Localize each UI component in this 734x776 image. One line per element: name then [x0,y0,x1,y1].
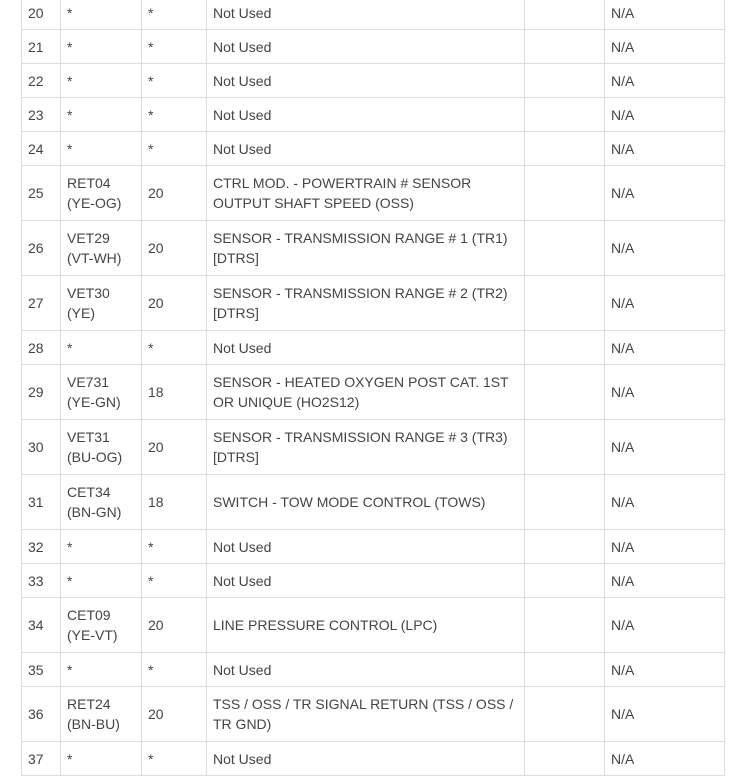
blank-cell [525,653,605,687]
status-cell: N/A [605,475,725,530]
circuit-cell: VET30 (YE) [61,276,142,331]
status-cell: N/A [605,166,725,221]
circuit-cell: CET34 (BN-GN) [61,475,142,530]
table-row [22,653,725,687]
circuit-function-cell: Not Used [207,98,525,132]
circuit-cell: RET04 (YE-OG) [61,166,142,221]
table-row [22,687,725,742]
pin-number-cell: 25 [22,166,61,221]
table-row [22,420,725,475]
pin-number-cell: 37 [22,742,61,776]
wire-gauge-cell: * [142,30,207,64]
blank-cell [525,98,605,132]
blank-cell [525,742,605,776]
pinout-table-body [22,0,725,776]
circuit-function-cell: Not Used [207,564,525,598]
circuit-function-cell: Not Used [207,64,525,98]
status-cell: N/A [605,420,725,475]
circuit-cell: RET24 (BN-BU) [61,687,142,742]
wire-gauge-cell: 20 [142,221,207,276]
blank-cell [525,0,605,30]
circuit-function-cell: SWITCH - TOW MODE CONTROL (TOWS) [207,475,525,530]
blank-cell [525,132,605,166]
table-row [22,30,725,64]
blank-cell [525,420,605,475]
circuit-function-cell: Not Used [207,132,525,166]
wire-gauge-cell: 20 [142,166,207,221]
blank-cell [525,221,605,276]
circuit-function-cell: CTRL MOD. - POWERTRAIN # SENSOR OUTPUT SHAFT SPEED (OSS) [207,166,525,221]
status-cell: N/A [605,98,725,132]
table-row [22,530,725,564]
circuit-function-cell: SENSOR - HEATED OXYGEN POST CAT. 1ST OR UNIQUE (HO2S12) [207,365,525,420]
blank-cell [525,276,605,331]
wire-gauge-cell: * [142,564,207,598]
pin-number-cell: 28 [22,331,61,365]
status-cell: N/A [605,687,725,742]
blank-cell [525,365,605,420]
circuit-function-cell: SENSOR - TRANSMISSION RANGE # 1 (TR1) [DTRS] [207,221,525,276]
pin-number-cell: 34 [22,598,61,653]
status-cell: N/A [605,276,725,331]
wire-gauge-cell: 20 [142,687,207,742]
pin-number-cell: 23 [22,98,61,132]
table-row [22,98,725,132]
pin-number-cell: 20 [22,0,61,30]
wire-gauge-cell: * [142,530,207,564]
wire-gauge-cell: * [142,742,207,776]
pin-number-cell: 21 [22,30,61,64]
blank-cell [525,475,605,530]
wire-gauge-cell: 20 [142,420,207,475]
circuit-cell: * [61,0,142,30]
status-cell: N/A [605,0,725,30]
circuit-function-cell: SENSOR - TRANSMISSION RANGE # 3 (TR3) [DTRS] [207,420,525,475]
wire-gauge-cell: * [142,98,207,132]
status-cell: N/A [605,331,725,365]
status-cell: N/A [605,365,725,420]
pin-number-cell: 29 [22,365,61,420]
table-row [22,564,725,598]
wire-gauge-cell: 20 [142,276,207,331]
status-cell: N/A [605,30,725,64]
status-cell: N/A [605,598,725,653]
circuit-cell: CET09 (YE-VT) [61,598,142,653]
circuit-cell: * [61,564,142,598]
status-cell: N/A [605,530,725,564]
circuit-cell: VET29 (VT-WH) [61,221,142,276]
blank-cell [525,30,605,64]
status-cell: N/A [605,653,725,687]
pin-number-cell: 24 [22,132,61,166]
table-row [22,276,725,331]
circuit-function-cell: TSS / OSS / TR SIGNAL RETURN (TSS / OSS / TR GND) [207,687,525,742]
status-cell: N/A [605,221,725,276]
table-row [22,331,725,365]
blank-cell [525,166,605,221]
status-cell: N/A [605,564,725,598]
blank-cell [525,64,605,98]
circuit-cell: * [61,30,142,64]
table-row [22,64,725,98]
pin-number-cell: 32 [22,530,61,564]
circuit-cell: * [61,530,142,564]
status-cell: N/A [605,64,725,98]
circuit-cell: VE731 (YE-GN) [61,365,142,420]
blank-cell [525,598,605,653]
circuit-cell: * [61,742,142,776]
pinout-table-container [21,0,724,776]
circuit-function-cell: Not Used [207,331,525,365]
circuit-function-cell: Not Used [207,0,525,30]
blank-cell [525,564,605,598]
circuit-function-cell: Not Used [207,530,525,564]
blank-cell [525,687,605,742]
pin-number-cell: 31 [22,475,61,530]
status-cell: N/A [605,742,725,776]
wire-gauge-cell: * [142,331,207,365]
circuit-function-cell: Not Used [207,742,525,776]
wire-gauge-cell: * [142,64,207,98]
table-row [22,598,725,653]
pin-number-cell: 35 [22,653,61,687]
pin-number-cell: 36 [22,687,61,742]
pin-number-cell: 26 [22,221,61,276]
wire-gauge-cell: 18 [142,475,207,530]
circuit-cell: * [61,64,142,98]
circuit-cell: VET31 (BU-OG) [61,420,142,475]
circuit-function-cell: Not Used [207,30,525,64]
pinout-table [21,0,725,776]
circuit-function-cell: LINE PRESSURE CONTROL (LPC) [207,598,525,653]
table-row [22,166,725,221]
circuit-cell: * [61,132,142,166]
circuit-function-cell: Not Used [207,653,525,687]
status-cell: N/A [605,132,725,166]
circuit-function-cell: SENSOR - TRANSMISSION RANGE # 2 (TR2) [DTRS] [207,276,525,331]
table-row [22,742,725,776]
table-row [22,132,725,166]
blank-cell [525,331,605,365]
table-row [22,0,725,30]
wire-gauge-cell: 18 [142,365,207,420]
wire-gauge-cell: * [142,132,207,166]
pin-number-cell: 27 [22,276,61,331]
pin-number-cell: 30 [22,420,61,475]
table-row [22,475,725,530]
pin-number-cell: 33 [22,564,61,598]
circuit-cell: * [61,653,142,687]
table-row [22,365,725,420]
circuit-cell: * [61,331,142,365]
pin-number-cell: 22 [22,64,61,98]
blank-cell [525,530,605,564]
wire-gauge-cell: 20 [142,598,207,653]
wire-gauge-cell: * [142,0,207,30]
circuit-cell: * [61,98,142,132]
wire-gauge-cell: * [142,653,207,687]
table-row [22,221,725,276]
